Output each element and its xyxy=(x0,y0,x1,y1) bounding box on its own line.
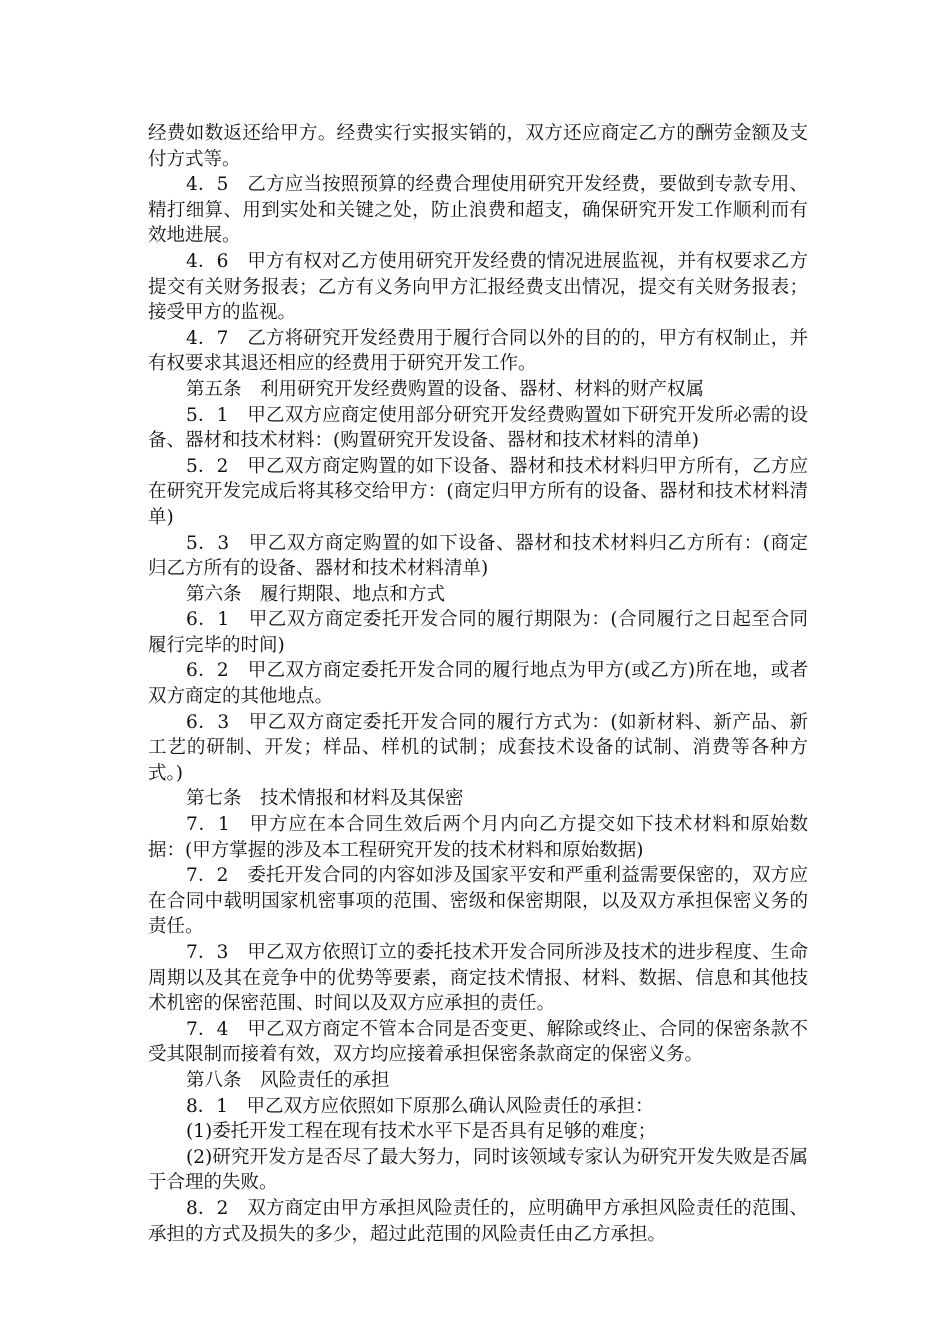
clause-7-4: 7．4 甲乙双方商定不管本合同是否变更、解除或终止、合同的保密条款不受其限制而接着有效，双方均应接着承担保密条款商定的保密义务。 xyxy=(148,1018,808,1066)
clause-7-2: 7．2 委托开发合同的内容如涉及国家平安和严重利益需要保密的，双方应在合同中载明国家机密事项的范围、密级和保密期限，以及双方承担保密义务的责任。 xyxy=(148,865,808,938)
clause-4-5: 4．5 乙方应当按照预算的经费合理使用研究开发经费，要做到专款专用、精打细算、用到实处和关键之处，防止浪费和超支，确保研究开发工作顺利而有效地进展。 xyxy=(148,174,808,247)
clause-7-3: 7．3 甲乙双方依照订立的委托技术开发合同所涉及技术的进步程度、生命周期以及其在竞争中的优势等要素，商定技术情报、材料、数据、信息和其他技术机密的保密范围、时间以及双方应承担的责任。 xyxy=(148,942,808,1015)
clause-8-1-item-1: (1)委托开发工程在现有技术水平下是否具有足够的难度； xyxy=(186,1121,657,1143)
clause-8-1-item-2: (2)研究开发方是否尽了最大努力，同时该领域专家认为研究开发失败是否属于合理的失败。 xyxy=(148,1146,808,1194)
clause-7-1: 7．1 甲方应在本合同生效后两个月内向乙方提交如下技术材料和原始数据：(甲方掌握的涉及本工程研究开发的技术材料和原始数据) xyxy=(148,814,808,861)
clause-6-3: 6．3 甲乙双方商定委托开发合同的履行方式为：(如新材料、新产品、新工艺的研制、开发；样品、样机的试制；成套技术设备的试制、消费等各种方式。) xyxy=(148,711,808,784)
article-8-heading: 第八条 风险责任的承担 xyxy=(186,1069,390,1091)
article-6-heading: 第六条 履行期限、地点和方式 xyxy=(186,583,446,605)
document-body xyxy=(148,121,808,1247)
clause-5-3: 5．3 甲乙双方商定购置的如下设备、器材和技术材料归乙方所有：(商定归乙方所有的设备、器材和技术材料清单) xyxy=(148,532,808,580)
paragraph-continuation: 经费如数返还给甲方。经费实行实报实销的，双方还应商定乙方的酬劳金额及支付方式等。 xyxy=(148,123,808,170)
clause-5-2: 5．2 甲乙双方商定购置的如下设备、器材和技术材料归甲方所有，乙方应在研究开发完成后将其移交给甲方：(商定归甲方所有的设备、器材和技术材料清单) xyxy=(148,455,808,528)
clause-5-1: 5．1 甲乙双方应商定使用部分研究开发经费购置如下研究开发所必需的设备、器材和技术材料：(购置研究开发设备、器材和技术材料的清单) xyxy=(148,404,808,452)
clause-8-2: 8．2 双方商定由甲方承担风险责任的，应明确甲方承担风险责任的范围、承担的方式及损失的多少，超过此范围的风险责任由乙方承担。 xyxy=(148,1197,808,1245)
article-5-heading: 第五条 利用研究开发经费购置的设备、器材、材料的财产权属 xyxy=(186,378,705,400)
clause-6-2: 6．2 甲乙双方商定委托开发合同的履行地点为甲方(或乙方)所在地，或者双方商定的其他地点。 xyxy=(148,660,808,708)
clause-8-1: 8．1 甲乙双方应依照如下原那么确认风险责任的承担： xyxy=(186,1095,654,1117)
article-7-heading: 第七条 技术情报和材料及其保密 xyxy=(186,788,464,810)
clause-4-6: 4．6 甲方有权对乙方使用研究开发经费的情况进展监视，并有权要求乙方提交有关财务报表；乙方有义务向甲方汇报经费支出情况，提交有关财务报表；接受甲方的监视。 xyxy=(148,250,808,324)
clause-4-7: 4．7 乙方将研究开发经费用于履行合同以外的目的的，甲方有权制止，并有权要求其退还相应的经费用于研究开发工作。 xyxy=(148,327,808,375)
clause-6-1: 6．1 甲乙双方商定委托开发合同的履行期限为：(合同履行之日起至合同履行完毕的时间) xyxy=(148,609,808,656)
